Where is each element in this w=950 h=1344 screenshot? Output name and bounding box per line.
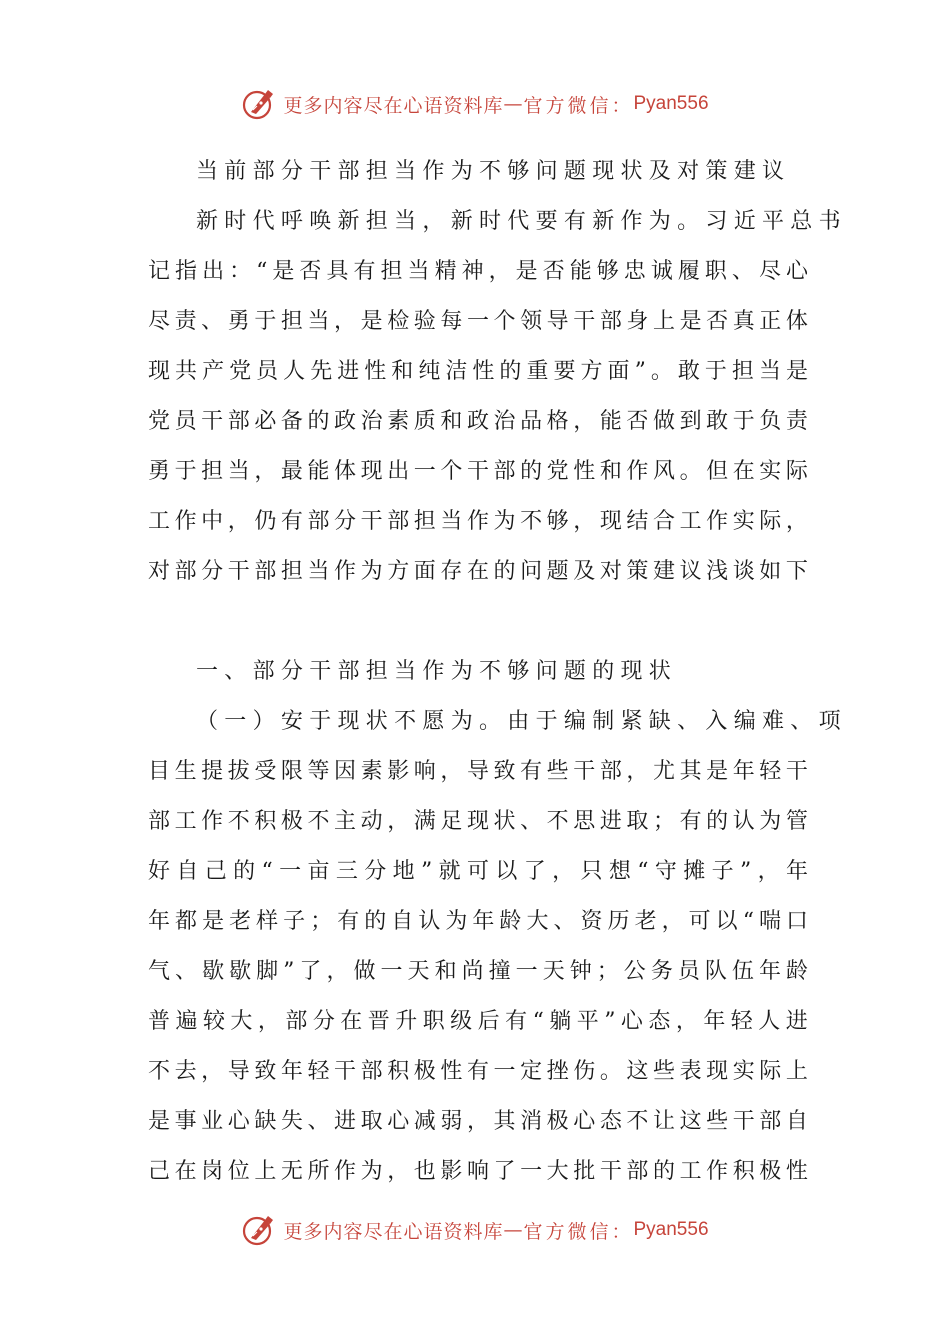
paragraph-line: 好 自 己 的 “ 一 亩 三 分 地 ” 就 可 以 了 ， 只 想 “ 守 摊 子 ” ， 年 [148,859,808,884]
paragraph-line: （一）安于现状不愿为。由于编制紧缺、入编难、项 [196,709,847,734]
document-title: 当前部分干部担当作为不够问题现状及对策建议 [196,159,791,184]
separator: — [503,93,524,115]
paragraph-line: 勇 于 担 当 ， 最 能 体 现 出 一 个 干 部 的 党 性 和 作 风 。 但 在 实 际 [148,459,808,484]
paragraph-line: 不 去 ， 导 致 年 轻 干 部 积 极 性 有 一 定 挫 伤 。 这 些 表 现 实 际 上 [148,1059,808,1084]
official-label: 官方微信： [523,94,634,117]
footer-watermark-banner [0,1210,950,1250]
paragraph-line: 气 、 歇 歇 脚 ” 了 ， 做 一 天 和 尚 撞 一 天 钟 ； 公 务 员 队 伍 年 龄 [148,959,808,984]
document-body [148,147,847,1197]
paragraph-line: 新时代呼唤新担当，新时代要有新作为。习近平总书 [196,209,847,234]
paragraph-line: 年 都 是 老 样 子 ； 有 的 自 认 为 年 龄 大 、 资 历 老 ， 可 以 “ 喘 口 [148,909,808,934]
paragraph-line: 对 部 分 干 部 担 当 作 为 方 面 存 在 的 问 题 及 对 策 建 议 浅 谈 如 下 [148,559,808,584]
paragraph-line: 己 在 岗 位 上 无 所 作 为 ， 也 影 响 了 一 大 批 干 部 的 工 作 积 极 性 [148,1159,808,1184]
header-watermark-banner [0,84,950,124]
paragraph-gap [148,597,808,647]
paragraph-line: 党 员 干 部 必 备 的 政 治 素 质 和 政 治 品 格 ， 能 否 做 到 敢 于 负 责 [148,409,808,434]
brand-text: 更多内容尽在心语资料库 [283,1220,504,1243]
paragraph-line: 现 共 产 党 员 人 先 进 性 和 纯 洁 性 的 重 要 方 面 ” 。 敢 于 担 当 是 [148,359,808,384]
separator: — [503,1219,524,1241]
wechat-id: Pyan556 [633,93,709,114]
paragraph-line: 工 作 中 ， 仍 有 部 分 干 部 担 当 作 为 不 够 ， 现 结 合 工 作 实 际 ， [148,509,808,534]
paragraph-2 [148,697,847,1197]
official-label: 官方微信： [523,1220,634,1243]
wechat-id: Pyan556 [633,1219,709,1240]
paragraph-line: 普 遍 较 大 ， 部 分 在 晋 升 职 级 后 有 “ 躺 平 ” 心 态 ， 年 轻 人 进 [148,1009,808,1034]
paragraph-line: 记 指 出 ： “ 是 否 具 有 担 当 精 神 ， 是 否 能 够 忠 诚 履 职 、 尽 心 [148,259,808,284]
paragraph-line: 尽 责 、 勇 于 担 当 ， 是 检 验 每 一 个 领 导 干 部 身 上 是 否 真 正 体 [148,309,808,334]
pen-nib-circle-logo-icon [241,86,277,122]
pen-nib-circle-logo-icon [241,1212,277,1248]
section-heading: 一、部分干部担当作为不够问题的现状 [196,659,678,684]
paragraph-line: 部 工 作 不 积 极 不 主 动 ， 满 足 现 状 、 不 思 进 取 ； 有 的 认 为 管 [148,809,808,834]
brand-text: 更多内容尽在心语资料库 [283,94,504,117]
paragraph-line: 目 生 提 拔 受 限 等 因 素 影 响 ， 导 致 有 些 干 部 ， 尤 其 是 年 轻 干 [148,759,808,784]
paragraph-1 [148,197,847,597]
paragraph-line: 是 事 业 心 缺 失 、 进 取 心 减 弱 ， 其 消 极 心 态 不 让 这 些 干 部 自 [148,1109,808,1134]
